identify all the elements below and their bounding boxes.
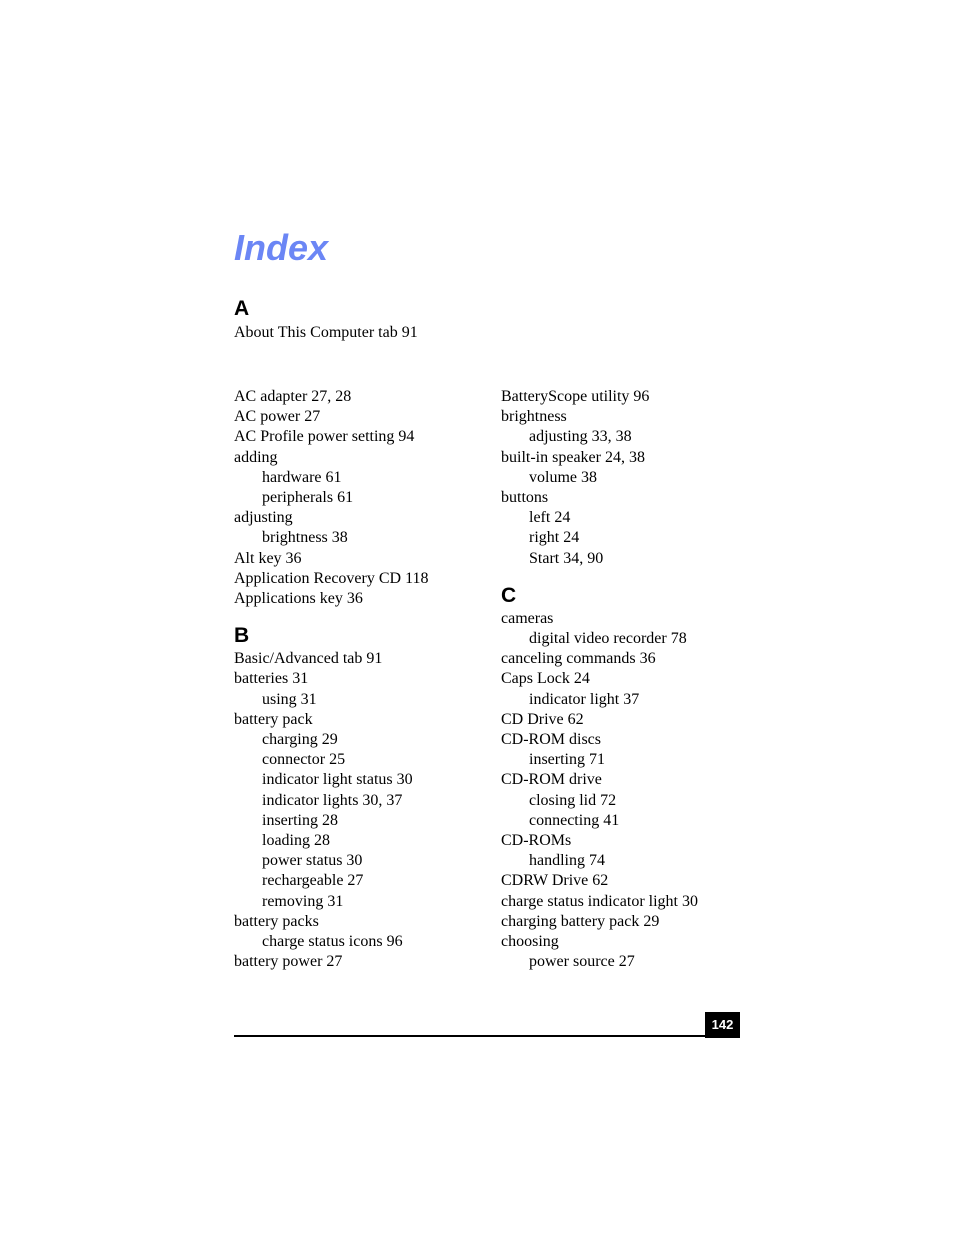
index-subentry: hardware 61 [262, 468, 342, 486]
index-entry: canceling commands 36 [501, 650, 656, 668]
index-entry: batteries 31 [234, 670, 309, 688]
index-entry: BatteryScope utility 96 [501, 388, 650, 405]
section-letter-b: B [234, 624, 250, 648]
index-subentry: handling 74 [529, 852, 605, 870]
index-subentry: inserting 28 [262, 811, 338, 829]
index-subentry: rechargeable 27 [262, 872, 364, 890]
index-column-right [501, 387, 761, 972]
index-entry: CD-ROM discs [501, 731, 602, 749]
index-entry: Caps Lock 24 [501, 670, 590, 688]
index-entry: cameras [501, 609, 554, 627]
index-subentry: power status 30 [262, 852, 363, 870]
index-subentry: closing lid 72 [529, 791, 617, 809]
index-entry: battery power 27 [234, 953, 343, 971]
index-subentry: removing 31 [262, 892, 344, 910]
index-entry: choosing [501, 933, 559, 951]
entry-list-c [501, 609, 761, 973]
index-subentry: connector 25 [262, 751, 346, 769]
page-number: 142 [705, 1012, 740, 1038]
index-entry: Applications key 36 [234, 590, 363, 608]
index-entry: adding [234, 448, 278, 466]
index-subentry: indicator light 37 [529, 690, 640, 708]
index-column-left [234, 387, 494, 972]
index-entry: CD Drive 62 [501, 710, 584, 728]
index-entry: AC adapter 27, 28 [234, 388, 352, 405]
index-subentry: loading 28 [262, 832, 330, 850]
index-entry: Basic/Advanced tab 91 [234, 650, 383, 668]
index-entry: built-in speaker 24, 38 [501, 448, 645, 466]
index-entry: CD-ROMs [501, 832, 572, 850]
index-entry: battery pack [234, 710, 313, 728]
index-subentry: brightness 38 [262, 529, 348, 547]
index-subentry: power source 27 [529, 953, 635, 971]
index-entry: AC Profile power setting 94 [234, 428, 415, 446]
index-subentry: peripherals 61 [262, 489, 354, 507]
footer-rule [234, 1035, 706, 1037]
page-title: Index [234, 227, 329, 268]
index-entry: About This Computer tab 91 [234, 324, 418, 341]
index-entry: Alt key 36 [234, 549, 302, 567]
index-subentry: inserting 71 [529, 751, 605, 769]
index-subentry: Start 34, 90 [529, 549, 604, 567]
entry-list-b-continued [501, 387, 761, 569]
index-subentry: charge status icons 96 [262, 933, 403, 951]
index-subentry: digital video recorder 78 [529, 630, 687, 648]
index-subentry: connecting 41 [529, 811, 620, 829]
section-letter-a: A [234, 297, 250, 320]
index-subentry: indicator light status 30 [262, 771, 413, 789]
entry-list-b [234, 649, 494, 972]
index-subentry: adjusting 33, 38 [529, 428, 632, 446]
section-gap [234, 609, 494, 623]
index-subentry: volume 38 [529, 468, 597, 486]
index-entry: brightness [501, 408, 567, 426]
index-entry: CD-ROM drive [501, 771, 602, 789]
index-entry: Application Recovery CD 118 [234, 569, 429, 587]
index-entry: CDRW Drive 62 [501, 872, 609, 890]
index-subentry: using 31 [262, 690, 317, 708]
index-entry: buttons [501, 489, 549, 507]
index-entry: AC power 27 [234, 408, 321, 426]
section-gap [501, 569, 761, 583]
index-subentry: charging 29 [262, 731, 338, 749]
index-subentry: left 24 [529, 509, 571, 527]
index-entry: charge status indicator light 30 [501, 892, 698, 910]
index-entry: adjusting [234, 509, 293, 527]
index-entry: battery packs [234, 912, 319, 930]
section-letter-c: C [501, 583, 517, 607]
index-subentry: indicator lights 30, 37 [262, 791, 403, 809]
entry-list-a-continued [234, 387, 494, 609]
index-subentry: right 24 [529, 529, 580, 547]
index-entry: charging battery pack 29 [501, 912, 660, 930]
